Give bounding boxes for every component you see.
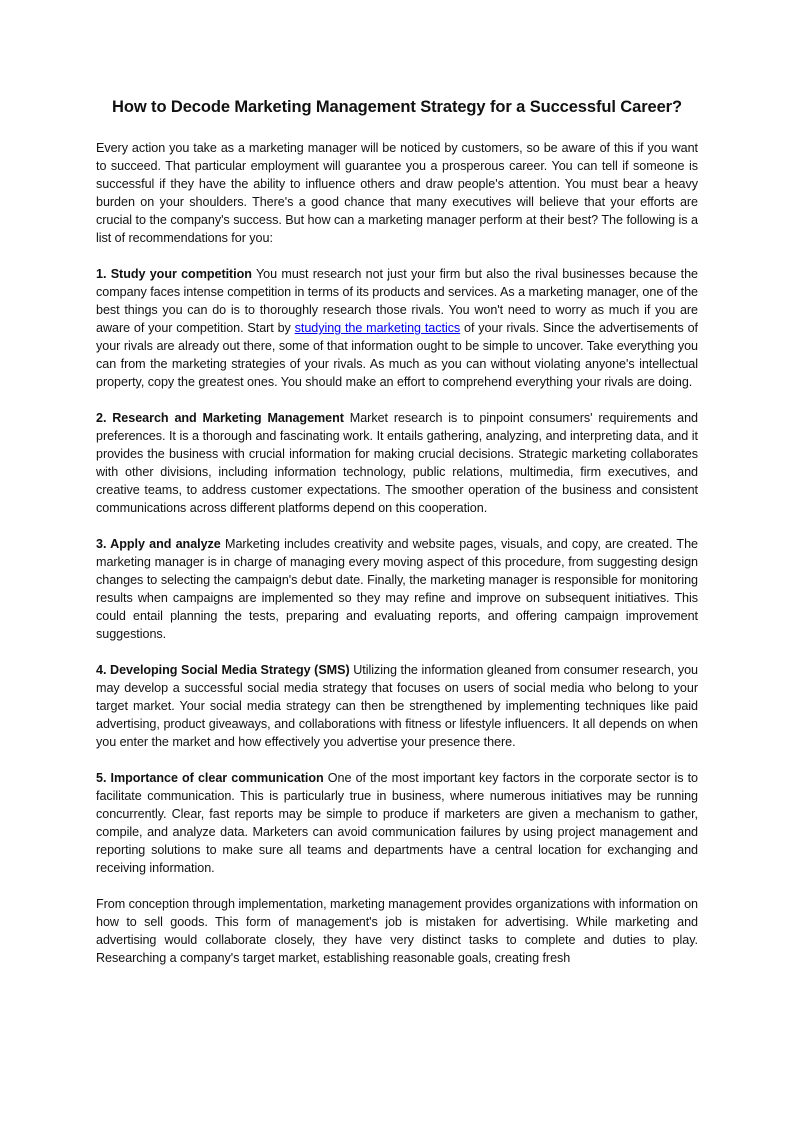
section-text: of your rivals. Since the advertisements of your rivals are already out there, some of that information ought to be simple to uncover. Take everything you can from the marketing strategies of your rivals. As much as you can without violating anyone's intellectual property, copy the greatest ones. You should make an effort to comprehend everything your rivals are doing. (96, 321, 698, 389)
section-text: One of the most important key factors in the corporate sector is to facilitate communication. This is particularly true in business, where numerous initiatives may be running concurrently. Clear, fast reports may be simple to produce if marketers are given a mechanism to gather, compile, and analyze data. Marketers can avoid communication failures by using project management and reporting solutions to make sure all teams and departments have a central location for exchanging and receiving information. (96, 771, 698, 875)
section-heading: 3. Apply and analyze (96, 537, 221, 551)
section-text: Market research is to pinpoint consumers' requirements and preferences. It is a thorough and fascinating work. It entails gathering, analyzing, and interpreting data, and it provides the business with crucial information for making crucial decisions. Strategic marketing collaborates with other divisions, including information technology, public relations, multimedia, firm executives, and creative teams, to address customer expectations. The smoother operation of the business and consistent communications across different platforms depend on this cooperation. (96, 411, 698, 515)
section-heading: 4. Developing Social Media Strategy (SMS) (96, 663, 350, 677)
section-text: Marketing includes creativity and website pages, visuals, and copy, are created. The marketing manager is in charge of managing every moving aspect of this procedure, from suggesting design changes to selecting the campaign's debut date. Finally, the marketing manager is responsible for monitoring results when campaigns are implemented so they may refine and improve on subsequent initiatives. This could entail planning the tests, preparing and evaluating reports, and offering campaign improvement suggestions. (96, 537, 698, 641)
section-research-marketing (96, 409, 698, 517)
section-heading: 5. Importance of clear communication (96, 771, 324, 785)
document-page (96, 96, 698, 985)
section-apply-analyze (96, 535, 698, 643)
section-study-competition (96, 265, 698, 391)
section-heading: 2. Research and Marketing Management (96, 411, 344, 425)
section-text: Utilizing the information gleaned from consumer research, you may develop a successful social media strategy that focuses on users of social media who belong to your target market. Your social media strategy can then be strengthened by implementing techniques like paid advertising, product giveaways, and collaborations with fitness or lifestyle influencers. It all depends on when you enter the market and how effectively you advertise your presence there. (96, 663, 698, 749)
marketing-tactics-link[interactable]: studying the marketing tactics (294, 321, 461, 335)
section-heading: 1. Study your competition (96, 267, 252, 281)
section-clear-communication (96, 769, 698, 877)
intro-paragraph: Every action you take as a marketing manager will be noticed by customers, so be aware of this if you want to succeed. That particular employment will guarantee you a prosperous career. You can tell if someone is successful if they have the ability to influence others and draw people's attention. You must bear a heavy burden on your shoulders. There's a good chance that many executives will believe that your efforts are crucial to the company's success. But how can a marketing manager perform at their best? The following is a list of recommendations for you: (96, 141, 698, 245)
section-text: You must research not just your firm but also the rival businesses because the company faces intense competition in terms of its products and services. As a marketing manager, one of the best things you can do is to thoroughly research those rivals. You won't need to worry as much if you are aware of your competition. Start by (96, 267, 698, 335)
section-social-media-strategy (96, 661, 698, 751)
closing-paragraph: From conception through implementation, marketing management provides organizations with information on how to sell goods. This form of management's job is mistaken for advertising. While marketing and advertising would collaborate closely, they have very distinct tasks to complete and duties to play. Researching a company's target market, establishing reasonable goals, creating fresh (96, 897, 698, 965)
page-title: How to Decode Marketing Management Strategy for a Successful Career? (112, 98, 682, 116)
